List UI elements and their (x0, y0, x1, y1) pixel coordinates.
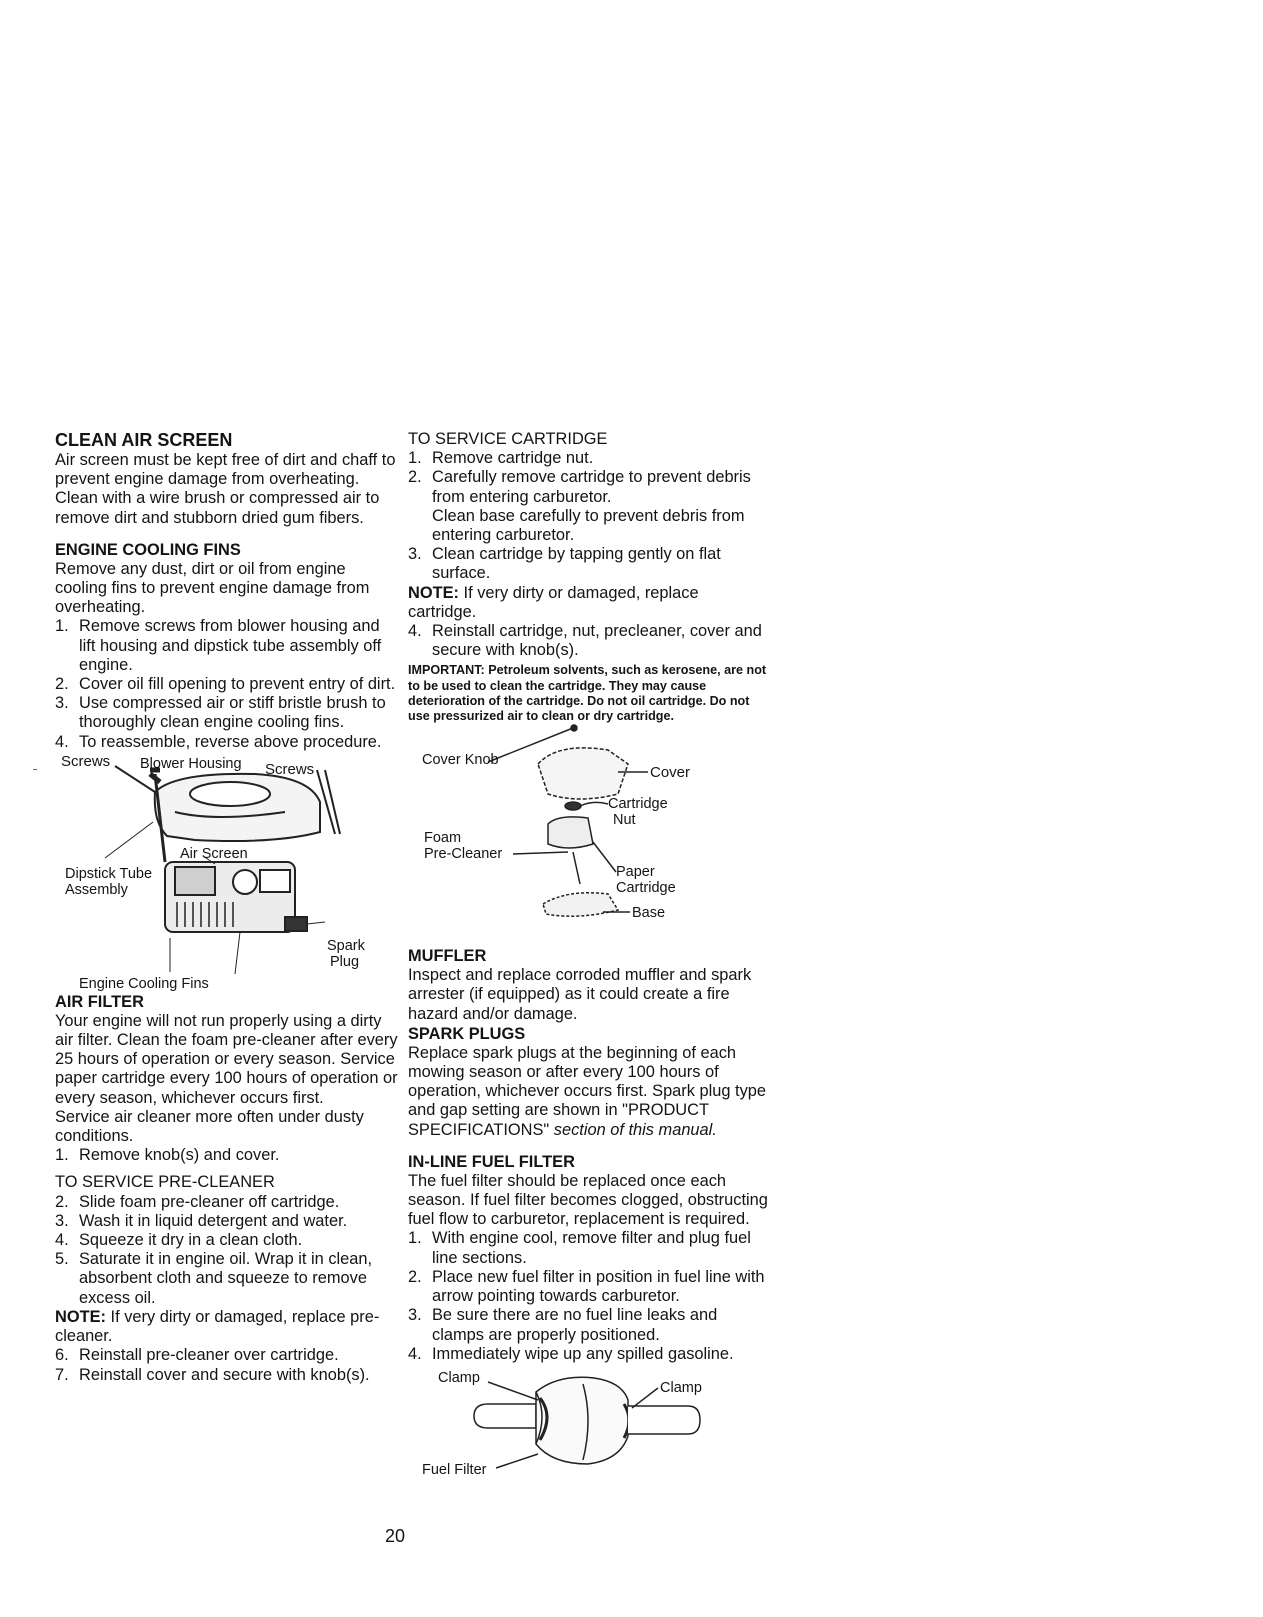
step-text: Remove cartridge nut. (432, 449, 594, 468)
step-text: Place new fuel filter in position in fuel line with arrow pointing towards carburetor. (432, 1267, 765, 1306)
air-filter-body-2: Service air cleaner more often under dusty conditions. (55, 1107, 364, 1146)
muffler-body: Inspect and replace corroded muffler and spark arrester (if equipped) as it could create a fire hazard and/or damage. (408, 966, 752, 1023)
air-filter-step-1 (55, 1146, 400, 1165)
step-text: Use compressed air or stiff bristle brush to thoroughly clean engine cooling fins. (79, 694, 386, 732)
important-text: Petroleum solvents, such as kerosene, are not to be used to clean the cartridge. They may cause deterioration of the cartridge. Do not oil cartridge. Do not use pressurized air to clean or dry cartridge. (408, 663, 767, 724)
list-item (55, 1212, 400, 1231)
label-spark-1: Spark (327, 937, 365, 954)
step-number: 2. (55, 1192, 69, 1211)
service-cartridge-steps (408, 449, 768, 583)
fuel-filter-heading: IN-LINE FUEL FILTER (408, 1152, 575, 1171)
step-number: 4. (55, 1231, 69, 1250)
step-number: 6. (55, 1346, 69, 1365)
label-paper-2: Cartridge (616, 880, 676, 897)
step-number: 3. (408, 545, 422, 564)
step-text: Saturate it in engine oil. Wrap it in clean, absorbent cloth and squeeze to remove excess oil. (79, 1250, 373, 1307)
pre-cleaner-steps (55, 1193, 400, 1308)
service-cartridge-heading: TO SERVICE CARTRIDGE (408, 430, 608, 448)
step-text: Squeeze it dry in a clean cloth. (79, 1231, 303, 1250)
page-number: 20 (385, 1526, 406, 1546)
step-number: 3. (408, 1306, 422, 1325)
step-text: Wash it in liquid detergent and water. (79, 1211, 348, 1230)
step-text: Carefully remove cartridge to prevent debris from entering carburetor. (432, 468, 751, 506)
clean-air-screen-heading: CLEAN AIR SCREEN (55, 430, 233, 450)
list-item (408, 622, 768, 660)
muffler-heading: MUFFLER (408, 947, 487, 966)
note-label: NOTE: (408, 583, 459, 602)
step-extra-text: Clean base carefully to prevent debris from entering carburetor. (432, 506, 745, 545)
list-item (408, 1306, 768, 1344)
step-text: Immediately wipe up any spilled gasoline. (432, 1344, 734, 1363)
note-text: If very dirty or damaged, replace cartridge. (408, 583, 699, 621)
label-foam-2: Pre-Cleaner (424, 846, 503, 863)
list-item (408, 468, 768, 545)
label-cartridge-nut-1: Cartridge (608, 796, 668, 813)
pre-cleaner-heading: TO SERVICE PRE-CLEANER (55, 1173, 275, 1192)
step-text: With engine cool, remove filter and plug fuel line sections. (432, 1229, 751, 1267)
label-clamp-right: Clamp (660, 1379, 702, 1396)
air-filter-heading: AIR FILTER (55, 992, 144, 1011)
label-base: Base (632, 905, 666, 922)
list-item (408, 1268, 768, 1306)
step-number: 2. (408, 1267, 422, 1286)
step-number: 4. (55, 732, 69, 751)
label-foam-1: Foam (424, 830, 462, 847)
step-number: 5. (55, 1250, 69, 1269)
important-label: IMPORTANT: (408, 663, 485, 678)
label-dipstick-2: Assembly (65, 881, 128, 898)
step-number: 3. (55, 694, 69, 713)
list-item (55, 733, 400, 752)
label-blower-housing: Blower Housing (140, 755, 242, 772)
clean-air-screen-body: Air screen must be kept free of dirt and chaff to prevent engine damage from overheating. Clean with a wire brush or compressed air to remove dirt and stubborn dried gum fibers. (55, 451, 396, 527)
list-item (55, 1366, 400, 1385)
list-item (55, 675, 400, 694)
step-text: Cover oil fill opening to prevent entry of dirt. (79, 675, 396, 694)
step-number: 2. (55, 675, 69, 694)
engine-cooling-figure (55, 752, 395, 992)
spark-plugs-italic: section of this manual. (553, 1120, 717, 1139)
list-item (408, 1229, 768, 1267)
pre-cleaner-note (55, 1308, 400, 1346)
list-item (55, 694, 400, 732)
step-text: Remove screws from blower housing and lift housing and dipstick tube assembly off engine. (79, 617, 382, 674)
step-number: 1. (408, 449, 422, 468)
label-dipstick-1: Dipstick Tube (65, 865, 153, 882)
pre-cleaner-steps-2 (55, 1346, 400, 1384)
label-engine-cooling-fins: Engine Cooling Fins (79, 975, 209, 992)
step-number: 4. (408, 1344, 422, 1363)
right-column (408, 430, 768, 1484)
engine-cooling-fins-intro: Remove any dust, dirt or oil from engine cooling fins to prevent engine damage from overheating. (55, 559, 370, 617)
step-number: 4. (408, 622, 422, 641)
label-clamp-left: Clamp (438, 1369, 480, 1386)
label-paper-1: Paper (616, 864, 655, 881)
step-number: 7. (55, 1365, 69, 1384)
margin-mark (33, 769, 37, 770)
spark-plugs-text: Replace spark plugs at the beginning of each mowing season or after every 100 hours of operation, whichever occurs first. Spark plug type and gap setting are shown in "PRODUCT SPECIFICATIONS" (408, 1043, 767, 1139)
spark-plugs-body (408, 1044, 768, 1140)
fuel-filter-body: The fuel filter should be replaced once each season. If fuel filter becomes clogged, obstructing fuel flow to carburetor, replacement is required. (408, 1171, 768, 1229)
list-item (55, 1250, 400, 1308)
step-text: Reinstall cartridge, nut, precleaner, cover and secure with knob(s). (432, 622, 762, 660)
step-number: 1. (55, 1146, 69, 1165)
step-number: 2. (408, 468, 422, 487)
service-cartridge-step-4 (408, 622, 768, 660)
step-text: Be sure there are no fuel line leaks and clamps are properly positioned. (432, 1306, 718, 1344)
step-text: Slide foam pre-cleaner off cartridge. (79, 1192, 340, 1211)
label-screws-right: Screws (265, 760, 315, 778)
list-item (408, 1345, 768, 1364)
step-number: 1. (55, 617, 69, 636)
label-spark-2: Plug (330, 953, 360, 970)
engine-cooling-fins-steps (55, 617, 400, 751)
air-filter-assembly-figure (408, 724, 768, 946)
step-text: Reinstall cover and secure with knob(s). (79, 1365, 370, 1384)
label-air-screen: Air Screen (180, 845, 248, 862)
step-number: 1. (408, 1229, 422, 1248)
step-text: Remove knob(s) and cover. (79, 1146, 280, 1165)
cartridge-note (408, 584, 768, 622)
list-item (55, 1146, 400, 1165)
list-item (55, 1346, 400, 1365)
list-item (408, 545, 768, 583)
step-number: 3. (55, 1211, 69, 1230)
label-fuel-filter: Fuel Filter (422, 1461, 487, 1478)
left-column (55, 429, 400, 1385)
spark-plugs-heading: SPARK PLUGS (408, 1024, 526, 1043)
note-label: NOTE: (55, 1307, 106, 1326)
label-cover-knob: Cover Knob (422, 752, 499, 769)
important-warning (408, 663, 768, 724)
note-text: If very dirty or damaged, replace pre-cleaner. (55, 1307, 380, 1346)
label-cartridge-nut-2: Nut (613, 812, 636, 829)
list-item (408, 449, 768, 468)
fuel-filter-steps (408, 1229, 768, 1363)
air-filter-body-1: Your engine will not run properly using a dirty air filter. Clean the foam pre-cleaner after every 25 hours of operation or every season. Service paper cartridge every 100 hours of operation or every season, whichever occurs first. (55, 1011, 398, 1107)
step-text: To reassemble, reverse above procedure. (79, 732, 382, 751)
label-cover: Cover (650, 764, 691, 782)
step-text: Clean cartridge by tapping gently on flat surface. (432, 545, 721, 583)
engine-cooling-fins-heading: ENGINE COOLING FINS (55, 540, 241, 559)
step-text: Reinstall pre-cleaner over cartridge. (79, 1346, 339, 1365)
fuel-filter-figure (408, 1364, 728, 1484)
list-item (55, 1231, 400, 1250)
label-screws-left: Screws (61, 752, 111, 770)
list-item (55, 1193, 400, 1212)
list-item (55, 617, 400, 675)
